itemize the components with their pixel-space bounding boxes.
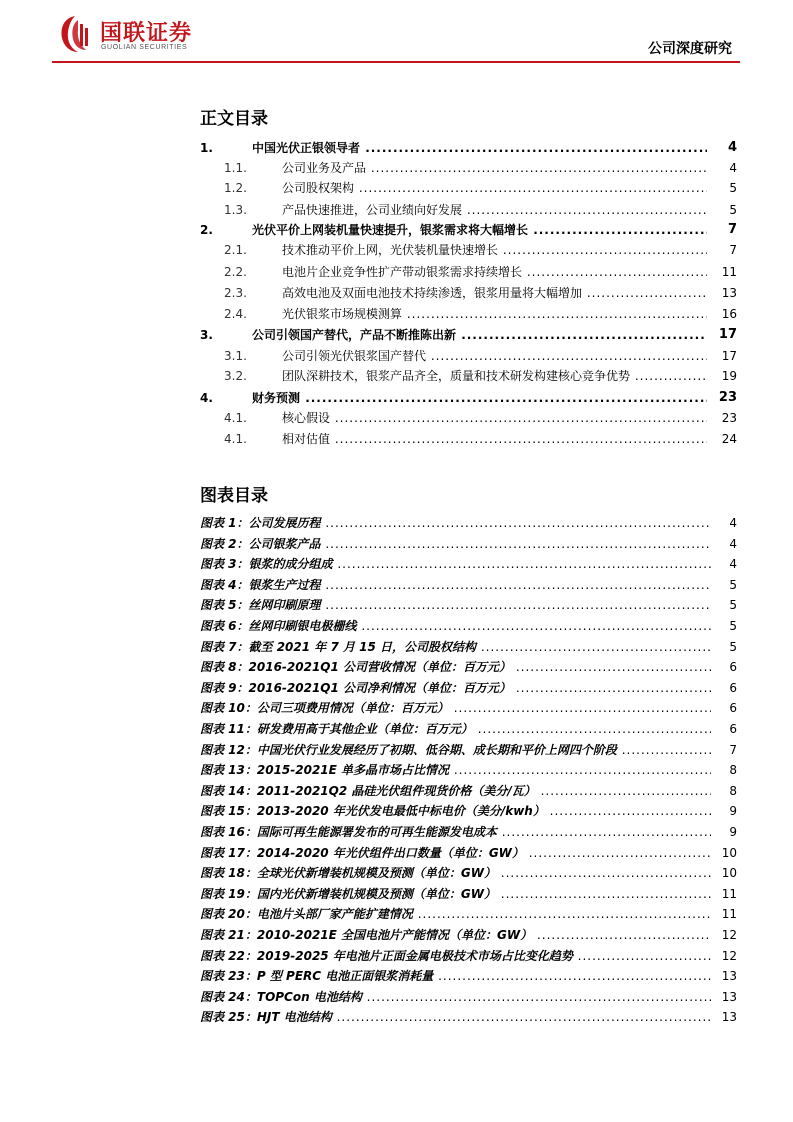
figure-entry-page: 4 [729,516,737,530]
toc-entry-page: 11 [721,265,737,279]
figure-entry[interactable] [200,885,737,903]
figure-entry[interactable] [200,1008,737,1026]
figure-entry-title: 图表 3：银浆的成分组成 ..... [200,555,711,573]
figure-entry[interactable] [200,926,737,944]
figure-entry[interactable] [200,555,737,573]
figure-entry-title: 图表 10：公司三项费用情况（单位：百万元） ..... [200,699,711,717]
toc-entry-title: 高效电池及双面电池技术持续渗透，银浆用量将大幅增加 ..... [282,284,707,302]
header-divider [52,61,740,63]
toc-entry-number: 2.4. [224,307,247,321]
toc-entry-page: 7 [729,243,737,257]
toc-entry-number: 3.2. [224,369,247,383]
figure-entry-title: 图表 1：公司发展历程 ..... [200,514,711,532]
toc-entry-page: 17 [721,349,737,363]
figure-entry[interactable] [200,741,737,759]
page-header [0,0,793,64]
toc-entry[interactable] [200,221,737,239]
toc-entry-title: 光伏银浆市场规模测算 ..... [282,305,707,323]
figure-entry-page: 12 [721,928,737,942]
toc-entry[interactable] [200,139,737,157]
figure-entry[interactable] [200,967,737,985]
figure-entry-title: 图表 17：2014-2020 年光伏组件出口数量（单位：GW） ..... [200,844,711,862]
figure-entry[interactable] [200,638,737,656]
figure-entry[interactable] [200,514,737,532]
figure-entry-title: 图表 23：P 型 PERC 电池正面银浆消耗量 ..... [200,967,711,985]
toc-entry-page: 23 [718,390,737,405]
figure-entry-title: 图表 12：中国光伏行业发展经历了初期、低谷期、成长期和平价上网四个阶段 ..... [200,741,711,759]
figure-entry-title: 图表 14：2011-2021Q2 晶硅光伏组件现货价格（美分/瓦） ..... [200,782,711,800]
toc-entry[interactable] [200,430,737,448]
toc-entry-title: 电池片企业竞争性扩产带动银浆需求持续增长 ..... [282,263,707,281]
figure-entry-page: 13 [721,1010,737,1025]
toc-entry-title: 中国光伏正银领导者 ..... [252,139,707,157]
toc-entry-page: 24 [721,432,737,446]
toc-entry-page: 5 [729,203,737,217]
figure-entry-page: 6 [729,660,737,675]
toc-entry[interactable] [200,263,737,281]
figure-entry[interactable] [200,905,737,923]
figure-entry-title: 图表 8：2016-2021Q1 公司营收情况（单位：百万元） ..... [200,658,711,676]
figure-entry-page: 10 [721,845,737,860]
toc-entry-number: 4.1. [224,411,247,425]
figure-entry-title: 图表 13：2015-2021E 单多晶市场占比情况 ..... [200,761,711,779]
figure-entry[interactable] [200,596,737,614]
figure-entry-title: 图表 5：丝网印刷原理 ..... [200,596,711,614]
figure-entry-title: 图表 21：2010-2021E 全国电池片产能情况（单位：GW） ..... [200,926,711,944]
figure-entry-page: 8 [729,783,737,798]
figure-entry-title: 图表 24：TOPCon 电池结构 ..... [200,988,711,1006]
figure-entry[interactable] [200,617,737,635]
figure-list-title: 图表目录 [200,486,268,506]
figure-entry[interactable] [200,576,737,594]
figure-entry-title: 图表 15：2013-2020 年光伏发电最低中标电价（美分/kwh） ..... [200,802,711,820]
figure-entry-page: 8 [729,763,737,778]
figure-entry-page: 11 [721,886,737,901]
toc-entry-page: 5 [729,181,737,195]
figure-entry[interactable] [200,844,737,862]
figure-entry[interactable] [200,699,737,717]
figure-entry-page: 7 [729,742,737,757]
figure-entry-page: 5 [729,639,737,654]
toc-entry[interactable] [200,159,737,177]
toc-entry-number: 2.1. [224,243,247,257]
figure-entry[interactable] [200,761,737,779]
figure-entry-page: 6 [729,701,737,716]
figure-entry-page: 9 [729,804,737,819]
toc-entry-title: 技术推动平价上网，光伏装机量快速增长 ..... [282,241,707,259]
figure-entry-title: 图表 18：全球光伏新增装机规模及预测（单位：GW） ..... [200,864,711,882]
figure-entry-page: 11 [721,907,737,922]
toc-entry-page: 13 [721,286,737,300]
figure-entry[interactable] [200,658,737,676]
figure-entry-page: 13 [721,969,737,984]
toc-entry-number: 4.1. [224,432,247,446]
toc-entry-number: 1.3. [224,203,247,217]
document-type-label: 公司深度研究 [648,41,732,57]
toc-entry-number: 3.1. [224,349,247,363]
figure-entry-page: 13 [721,989,737,1004]
figure-entry[interactable] [200,720,737,738]
figure-entry-title: 图表 22：2019-2025 年电池片正面金属电极技术市场占比变化趋势 ..... [200,947,711,965]
toc-entry-number: 1.1. [224,161,247,175]
toc-entry-title: 核心假设 ..... [282,409,707,427]
figure-entry-title: 图表 7：截至 2021 年 7 月 15 日，公司股权结构 ..... [200,638,711,656]
toc-entry-number: 1. [200,141,213,155]
toc-entry[interactable] [200,305,737,323]
toc-entry-title: 产品快速推进，公司业绩向好发展 ..... [282,201,707,219]
toc-entry-title: 财务预测 ..... [252,389,707,407]
toc-entry[interactable] [200,347,737,365]
toc-entry-title: 公司引领国产替代，产品不断推陈出新 ..... [252,326,707,344]
figure-entry-title: 图表 4：银浆生产过程 ..... [200,576,711,594]
logo-english-name: GUOLIAN SECURITIES [101,44,188,51]
figure-entry-title: 图表 20：电池片头部厂家产能扩建情况 ..... [200,905,711,923]
toc-entry-number: 3. [200,328,213,342]
toc-entry-page: 23 [721,411,737,425]
toc-entry-number: 2. [200,223,213,237]
figure-entry[interactable] [200,782,737,800]
toc-entry-title: 公司引领光伏银浆国产替代 ..... [282,347,707,365]
figure-entry[interactable] [200,947,737,965]
toc-entry-page: 19 [721,369,737,383]
toc-entry[interactable] [200,179,737,197]
toc-entry[interactable] [200,284,737,302]
toc-entry[interactable] [200,241,737,259]
toc-entry[interactable] [200,409,737,427]
toc-entry-page: 16 [721,307,737,321]
figure-entry-title: 图表 19：国内光伏新增装机规模及预测（单位：GW） ..... [200,885,711,903]
figure-entry[interactable] [200,864,737,882]
toc-entry-number: 4. [200,391,213,405]
toc-entry[interactable] [200,201,737,219]
toc-entry-title: 公司业务及产品 ..... [282,159,707,177]
toc-entry-title: 公司股权架构 ..... [282,179,707,197]
figure-entry-page: 6 [729,722,737,736]
toc-entry-page: 7 [727,222,737,237]
figure-entry-page: 6 [729,680,737,695]
toc-entry-number: 2.3. [224,286,247,300]
figure-entry-title: 图表 6：丝网印刷银电极栅线 ..... [200,617,711,635]
figure-entry-page: 5 [729,619,737,633]
guolian-logo-icon [58,14,92,54]
figure-entry[interactable] [200,802,737,820]
figure-entry-title: 图表 9：2016-2021Q1 公司净利情况（单位：百万元） ..... [200,679,711,697]
toc-entry-title: 相对估值 ..... [282,430,707,448]
figure-entry-page: 10 [721,866,737,881]
toc-entry-title: 光伏平价上网装机量快速提升，银浆需求将大幅增长 ..... [252,221,707,239]
figure-entry-page: 4 [729,536,737,551]
figure-entry-page: 12 [721,948,737,963]
toc-title: 正文目录 [200,109,268,129]
figure-entry-page: 5 [729,598,737,613]
toc-entry-number: 1.2. [224,181,247,195]
toc-entry[interactable] [200,326,737,344]
logo-chinese-name: 国联证券 [100,21,193,46]
toc-entry[interactable] [200,389,737,407]
figure-entry-title: 图表 11：研发费用高于其他企业（单位：百万元） ..... [200,720,711,738]
figure-entry-title: 图表 2：公司银浆产品 ..... [200,535,711,553]
toc-entry-page: 4 [729,161,737,175]
figure-entry[interactable] [200,535,737,553]
toc-entry-page: 4 [727,140,737,155]
figure-entry-page: 4 [729,557,737,572]
toc-entry[interactable] [200,367,737,385]
toc-entry-page: 17 [718,327,737,342]
figure-entry[interactable] [200,823,737,841]
figure-entry[interactable] [200,988,737,1006]
toc-entry-number: 2.2. [224,265,247,279]
figure-entry[interactable] [200,679,737,697]
figure-entry-page: 5 [729,577,737,592]
figure-entry-title: 图表 16：国际可再生能源署发布的可再生能源发电成本 ..... [200,823,711,841]
figure-entry-page: 9 [729,825,737,839]
figure-entry-title: 图表 25：HJT 电池结构 ..... [200,1008,711,1026]
company-logo [58,14,228,58]
toc-entry-title: 团队深耕技术，银浆产品齐全，质量和技术研发构建核心竞争优势 ..... [282,367,707,385]
